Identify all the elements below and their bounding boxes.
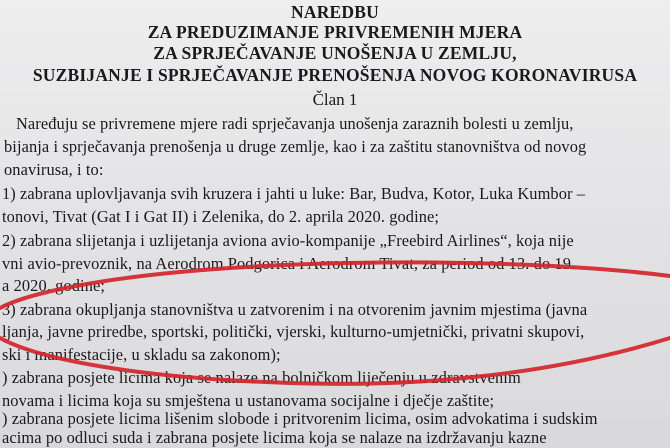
- body-line-7: vni avio-prevoznik, na Aerodrom Podgorica i Aerodrom Tivat, za period od 13. do 19.: [2, 254, 576, 273]
- body-line-9: 3) zabrana okupljanja stanovništva u zatvorenim i na otvorenim javnim mjestima (javna: [2, 300, 588, 319]
- body-line-5: tonovi, Tivat (Gat I i Gat II) i Zelenika, do 2. aprila 2020. godine;: [2, 207, 440, 226]
- body-line-11: ski i manifestacije, u skladu sa zakonom);: [2, 345, 281, 364]
- body-line-13: novama i licima koja su smještena u ustanovama socijalne i dječje zaštite;: [2, 391, 495, 410]
- body-line-4: 1) zabrana uplovljavanja svih kruzera i jahti u luke: Bar, Budva, Kotor, Luka Kumbor –: [2, 184, 586, 203]
- heading-line-1: NAREDBU: [291, 2, 379, 22]
- body-line-6: 2) zabrana slijetanja i uzlijetanja aviona avio-kompanije „Freebird Airlines“, koja nije: [2, 231, 574, 250]
- body-line-3: onavirusa, i to:: [4, 160, 104, 179]
- body-line-12: ) zabrana posjete licima koja se nalaze na bolničkom liječenju u zdravstvenim: [2, 368, 521, 387]
- heading-line-2: ZA PREDUZIMANJE PRIVREMENIH MJERA: [147, 22, 523, 42]
- body-line-1: Naređuju se privremene mjere radi sprječavanja unošenja zaraznih bolesti u zemlju,: [16, 114, 574, 133]
- body-line-2: bijanja i sprječavanja prenošenja u druge zemlje, kao i za zaštitu stanovništva od novog: [4, 137, 587, 156]
- body-line-15: acima po odluci suda i zabrana posjete licima koja se nalaze na izdržavanju kazne: [2, 428, 547, 447]
- article-title: Član 1: [312, 90, 358, 109]
- heading-line-4: SUZBIJANJE I SPRJEČAVANJE PRENOŠENJA NOVOG KORONAVIRUSA: [32, 65, 638, 85]
- heading-line-3: ZA SPRJEČAVANJE UNOŠENJA U ZEMLJU,: [153, 43, 517, 63]
- body-line-10: ljanja, javne priredbe, sportski, politički, vjerski, kulturno-umjetnički, privatni skupovi,: [2, 322, 585, 341]
- body-line-8: a 2020. godine;: [2, 276, 106, 295]
- body-line-14: ) zabrana posjete licima lišenim slobode i pritvorenim licima, osim advokatima i sudskim: [2, 409, 598, 428]
